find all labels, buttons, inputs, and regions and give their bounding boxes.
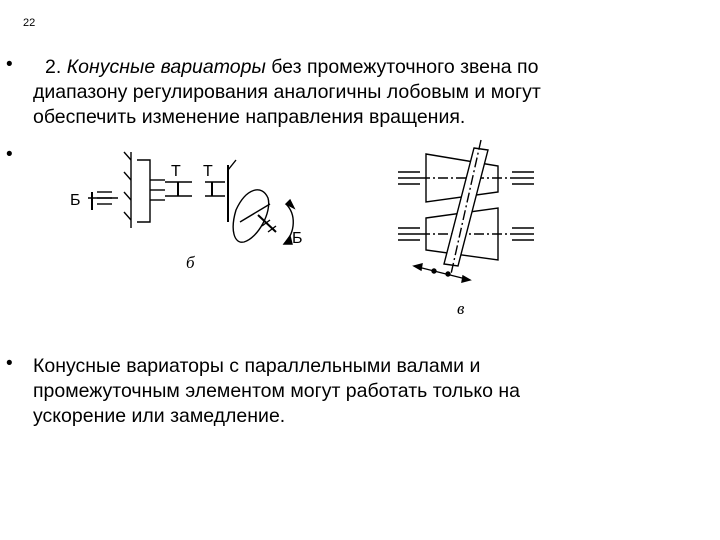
paragraph-1-number: 2. — [45, 56, 67, 78]
rotation-arrowhead-bottom — [284, 236, 292, 244]
figure-v-caption: в — [457, 299, 465, 318]
label-B-right: Б — [292, 230, 303, 247]
slide-number: 22 — [23, 17, 36, 29]
figure-b-caption: б — [186, 253, 195, 272]
cone-shaft — [258, 215, 276, 232]
adjust-dot-1 — [432, 269, 436, 273]
paragraph-1-rest: без промежуточного звена по — [265, 56, 539, 78]
figure-b-diagram — [88, 152, 294, 244]
paragraph-2-line-1: Конусные вариаторы с параллельными валами и — [33, 355, 481, 377]
adjust-arrowhead-left — [414, 264, 422, 270]
frame-box-left — [137, 160, 150, 222]
right-disk-hatch-1 — [228, 160, 236, 170]
adjust-dot-2 — [446, 272, 450, 276]
paragraph-1-line-3: обеспечить изменение направления вращения. — [33, 106, 466, 128]
adjust-arrowhead-right — [462, 276, 470, 282]
bullet-2: • — [6, 144, 13, 165]
label-T2: Т — [203, 163, 213, 180]
paragraph-1-line-2: диапазону регулирования аналогичны лобовым и могут — [33, 81, 541, 103]
left-disk-hatch-2 — [124, 172, 131, 180]
bullet-3: • — [6, 353, 13, 374]
rotation-arrowhead-top — [286, 200, 294, 208]
left-disk-hatch-1 — [124, 152, 131, 160]
adjust-arrow-line — [414, 266, 470, 280]
label-T1: Т — [171, 163, 181, 180]
figure-v-diagram — [398, 140, 534, 282]
left-disk-hatch-4 — [124, 212, 131, 220]
paragraph-2-line-3: ускорение или замедление. — [33, 405, 286, 427]
paragraph-1-term: Конусные вариаторы — [66, 56, 266, 78]
label-B-left: Б — [70, 192, 81, 209]
bullet-1: • — [6, 54, 13, 75]
paragraph-2-line-2: промежуточным элементом могут работать только на — [33, 380, 521, 402]
left-disk-hatch-3 — [124, 192, 131, 200]
